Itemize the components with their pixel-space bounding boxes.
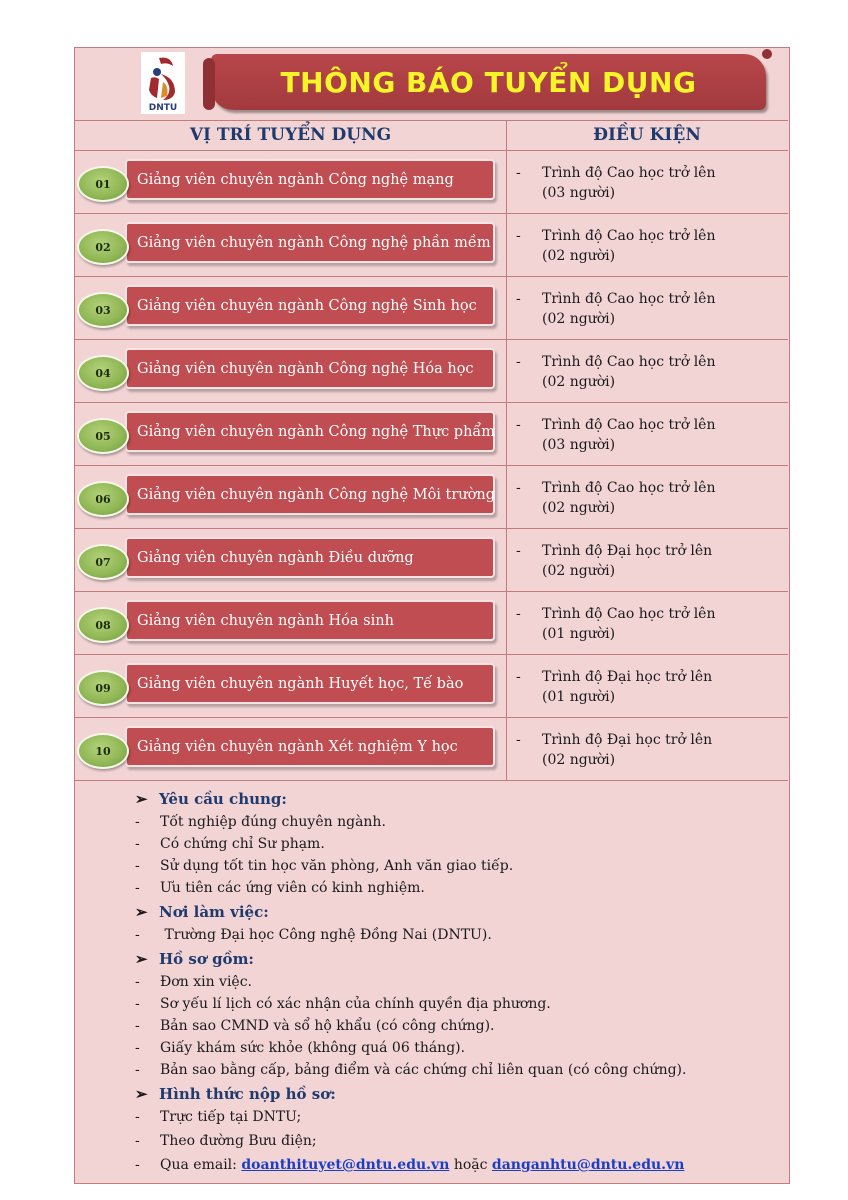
condition-level: Trình độ Đại học trở lên <box>542 732 713 748</box>
position-number-badge: 05 <box>77 418 129 454</box>
title-banner <box>211 54 766 110</box>
position-pill <box>125 600 495 641</box>
banner-row <box>75 48 788 121</box>
email-line: - Qua email: doanthituyet@dntu.edu.vn hoặc danganhtu@dntu.edu.vn <box>135 1157 685 1173</box>
documents-heading: ➢ Hồ sơ gồm: <box>135 950 254 968</box>
condition-count: (03 người) <box>542 185 616 201</box>
submission-heading: ➢ Hình thức nộp hồ sơ: <box>135 1085 336 1103</box>
list-item: - Trường Đại học Công nghệ Đồng Nai (DNTU). <box>135 927 492 943</box>
table-row: Giảng viên chuyên ngành Huyết học, Tế bào 09 - Trình độ Đại học trở lên (01 người) <box>75 655 788 718</box>
list-item: - Có chứng chỉ Sư phạm. <box>135 836 325 852</box>
position-pill <box>125 474 495 515</box>
list-item: - Trực tiếp tại DNTU; <box>135 1109 302 1125</box>
position-cell <box>75 466 507 528</box>
condition-count: (02 người) <box>542 248 616 264</box>
position-title: Giảng viên chuyên ngành Công nghệ phần mềm <box>137 234 491 251</box>
arrow-icon: ➢ <box>135 950 148 968</box>
position-number-badge: 09 <box>77 670 129 706</box>
condition-level: Trình độ Đại học trở lên <box>542 669 713 685</box>
condition-count: (03 người) <box>542 437 616 453</box>
email-link-1[interactable]: doanthituyet@dntu.edu.vn <box>241 1157 450 1173</box>
list-item: - Đơn xin việc. <box>135 974 252 990</box>
position-number-badge: 03 <box>77 292 129 328</box>
condition-count: (02 người) <box>542 500 616 516</box>
position-cell <box>75 403 507 465</box>
position-cell <box>75 151 507 213</box>
condition-level: Trình độ Cao học trở lên <box>542 165 716 181</box>
list-item: - Bản sao CMND và sổ hộ khẩu (có công chứng). <box>135 1018 495 1034</box>
list-item: - Sử dụng tốt tin học văn phòng, Anh văn giao tiếp. <box>135 858 514 874</box>
position-cell <box>75 529 507 591</box>
position-pill <box>125 663 495 704</box>
arrow-icon: ➢ <box>135 903 148 921</box>
condition-count: (02 người) <box>542 563 616 579</box>
position-number-badge: 06 <box>77 481 129 517</box>
position-pill <box>125 222 495 263</box>
page-title: THÔNG BÁO TUYỂN DỤNG <box>280 65 697 99</box>
condition-level: Trình độ Cao học trở lên <box>542 354 716 370</box>
position-title: Giảng viên chuyên ngành Huyết học, Tế bào <box>137 675 464 692</box>
arrow-icon: ➢ <box>135 1085 148 1103</box>
position-cell <box>75 277 507 339</box>
position-pill <box>125 348 495 389</box>
condition-level: Trình độ Cao học trở lên <box>542 291 716 307</box>
table-row: Giảng viên chuyên ngành Hóa sinh 08 - Trình độ Cao học trở lên (01 người) <box>75 592 788 655</box>
workplace-heading: ➢ Nơi làm việc: <box>135 903 269 921</box>
condition-count: (01 người) <box>542 689 616 705</box>
position-title: Giảng viên chuyên ngành Công nghệ Thực phẩm <box>137 423 496 440</box>
condition-level: Trình độ Cao học trở lên <box>542 228 716 244</box>
condition-count: (02 người) <box>542 311 616 327</box>
table-row: Giảng viên chuyên ngành Công nghệ Sinh học 03 - Trình độ Cao học trở lên (02 người) <box>75 277 788 340</box>
table-row: Giảng viên chuyên ngành Công nghệ Thực phẩm 05 - Trình độ Cao học trở lên (03 người) <box>75 403 788 466</box>
table-row: Giảng viên chuyên ngành Công nghệ Hóa học 04 - Trình độ Cao học trở lên (02 người) <box>75 340 788 403</box>
position-number-badge: 01 <box>77 166 129 202</box>
dntu-logo <box>141 52 185 114</box>
position-cell <box>75 592 507 654</box>
position-pill <box>125 537 495 578</box>
table-row: Giảng viên chuyên ngành Công nghệ Môi trường 06 - Trình độ Cao học trở lên (02 người) <box>75 466 788 529</box>
position-title: Giảng viên chuyên ngành Công nghệ Sinh học <box>137 297 477 314</box>
position-title: Giảng viên chuyên ngành Công nghệ Môi trường <box>137 486 495 503</box>
condition-level: Trình độ Cao học trở lên <box>542 480 716 496</box>
list-item: - Bản sao bằng cấp, bảng điểm và các chứng chỉ liên quan (có công chứng). <box>135 1062 687 1078</box>
condition-level: Trình độ Cao học trở lên <box>542 417 716 433</box>
position-pill <box>125 411 495 452</box>
general-heading: ➢ Yêu cầu chung: <box>135 790 287 808</box>
position-title: Giảng viên chuyên ngành Hóa sinh <box>137 612 394 629</box>
position-column-header: VỊ TRÍ TUYỂN DỤNG <box>75 120 507 151</box>
table-row: Giảng viên chuyên ngành Công nghệ mạng 01 - Trình độ Cao học trở lên (03 người) <box>75 151 788 214</box>
position-title: Giảng viên chuyên ngành Công nghệ mạng <box>137 171 454 188</box>
requirements-section <box>75 786 788 1182</box>
condition-column-header: ĐIỀU KIỆN <box>506 120 788 151</box>
list-item: - Tốt nghiệp đúng chuyên ngành. <box>135 814 386 830</box>
list-item: - Theo đường Bưu điện; <box>135 1133 317 1149</box>
position-pill <box>125 159 495 200</box>
list-item: - Sơ yếu lí lịch có xác nhận của chính quyền địa phương. <box>135 996 551 1012</box>
position-number-badge: 02 <box>77 229 129 265</box>
position-title: Giảng viên chuyên ngành Công nghệ Hóa học <box>137 360 474 377</box>
position-number-badge: 07 <box>77 544 129 580</box>
position-number-badge: 08 <box>77 607 129 643</box>
position-number-badge: 10 <box>77 733 129 769</box>
list-item: - Ưu tiên các ứng viên có kinh nghiệm. <box>135 880 425 896</box>
table-row: Giảng viên chuyên ngành Xét nghiệm Y học 10 - Trình độ Đại học trở lên (02 người) <box>75 718 788 781</box>
position-cell <box>75 718 507 780</box>
position-title: Giảng viên chuyên ngành Xét nghiệm Y học <box>137 738 458 755</box>
email-link-2[interactable]: danganhtu@dntu.edu.vn <box>491 1157 685 1173</box>
position-cell <box>75 655 507 717</box>
arrow-icon: ➢ <box>135 790 148 808</box>
condition-count: (02 người) <box>542 752 616 768</box>
list-item: - Giấy khám sức khỏe (không quá 06 tháng). <box>135 1040 466 1056</box>
table-row: Giảng viên chuyên ngành Điều dưỡng 07 - Trình độ Đại học trở lên (02 người) <box>75 529 788 592</box>
position-title: Giảng viên chuyên ngành Điều dưỡng <box>137 549 414 566</box>
position-cell <box>75 214 507 276</box>
position-pill <box>125 285 495 326</box>
position-number-badge: 04 <box>77 355 129 391</box>
condition-level: Trình độ Đại học trở lên <box>542 543 713 559</box>
position-cell <box>75 340 507 402</box>
position-pill <box>125 726 495 767</box>
announcement-frame <box>74 47 790 1184</box>
svg-text:DNTU: DNTU <box>148 103 178 113</box>
condition-level: Trình độ Cao học trở lên <box>542 606 716 622</box>
condition-count: (02 người) <box>542 374 616 390</box>
condition-count: (01 người) <box>542 626 616 642</box>
table-row: Giảng viên chuyên ngành Công nghệ phần mềm 02 - Trình độ Cao học trở lên (02 người) <box>75 214 788 277</box>
